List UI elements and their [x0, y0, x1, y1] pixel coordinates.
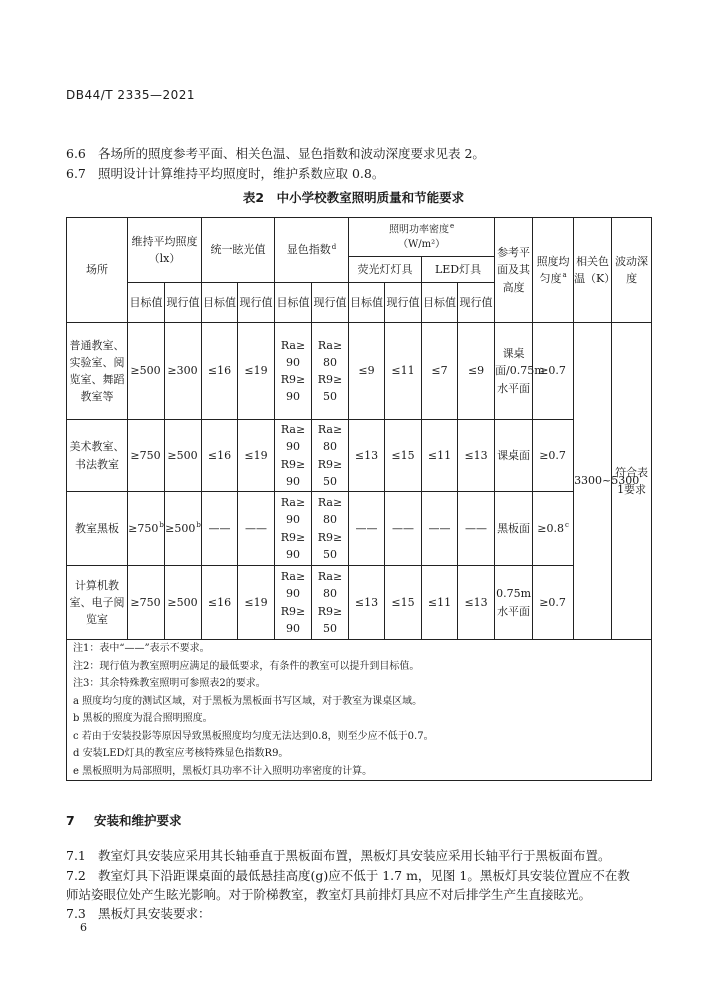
value: ≥750: [128, 521, 159, 535]
lpd-fluor-current-cell: ——: [385, 492, 422, 566]
clause-text: 教室灯具下沿距课桌面的最低悬挂高度(g)应不低于 1.7 m，见图 1。黑板灯具安装位置应不在教: [98, 868, 630, 883]
value: ≥500: [167, 595, 198, 609]
clause-text: 教室灯具安装应采用其长轴垂直于黑板面布置，黑板灯具安装应采用长轴平行于黑板面布置。: [98, 848, 611, 863]
section-heading: [66, 811, 182, 829]
cri-target-cell: [275, 566, 312, 640]
cri-line: 90: [286, 547, 301, 561]
value: ≥0.7: [539, 595, 566, 609]
header-current: 现行值: [165, 283, 202, 323]
lpd-led-current-cell: ≤13: [458, 566, 495, 640]
cri-line: 50: [323, 621, 338, 635]
ugr-target-cell: ≤16: [202, 323, 238, 420]
cri-line: R9≥: [317, 604, 343, 618]
footnote-mark: c: [564, 521, 569, 530]
cri-current-cell: [312, 323, 349, 420]
lpd-fluor-target-cell: ≤13: [349, 420, 385, 492]
header-target: 目标值: [128, 283, 165, 323]
cri-line: R9≥: [280, 604, 306, 618]
header-cct: 相关色温（K）: [574, 218, 612, 323]
header-reference-plane: 参考平面及其高度: [495, 218, 533, 323]
reference-plane-cell: 课桌面: [495, 420, 533, 492]
ugr-current-cell: ≤19: [238, 323, 275, 420]
table-row: [67, 323, 652, 420]
cri-current-cell: [312, 492, 349, 566]
value: ≥0.7: [539, 364, 566, 378]
uniformity-cell: [533, 492, 574, 566]
footnote-mark: b: [159, 521, 164, 530]
cri-label: 显色指数: [286, 243, 331, 257]
uniformity-cell: [533, 420, 574, 492]
place-cell: 教室黑板: [67, 492, 128, 566]
lighting-requirements-table: [66, 217, 652, 781]
clause-text: 师站姿眼位处产生眩光影响。对于阶梯教室，教室灯具前排灯具应不对后排学生产生直接眩光。: [66, 887, 592, 902]
note-line: 注1：表中“——”表示不要求。: [73, 643, 210, 654]
header-current: 现行值: [238, 283, 275, 323]
lpd-label: 照明功率密度: [388, 224, 449, 236]
cri-line: 80: [323, 513, 338, 527]
clause-6-7: [66, 164, 384, 182]
cri-line: 90: [286, 440, 301, 454]
place-cell: 计算机教室、电子阅览室: [67, 566, 128, 640]
uniformity-cell: [533, 323, 574, 420]
clause-number: 7.3: [66, 906, 86, 921]
lpd-fluor-current-cell: ≤15: [385, 420, 422, 492]
header-target: 目标值: [275, 283, 312, 323]
lpd-fluor-target-cell: ≤13: [349, 566, 385, 640]
illum-current-cell: [165, 420, 202, 492]
lpd-fluor-target-cell: ≤9: [349, 323, 385, 420]
clause-number: 6.6: [66, 146, 86, 161]
illum-target-cell: [128, 420, 165, 492]
lpd-fluor-current-cell: ≤15: [385, 566, 422, 640]
lpd-led-target-cell: ≤11: [422, 420, 458, 492]
clause-text: 照明设计计算维持平均照度时，维护系数应取 0.8。: [98, 166, 385, 181]
table-title: 表2 中小学校教室照明质量和节能要求: [242, 190, 465, 205]
cct-cell: 3300~5300: [574, 323, 612, 640]
cri-line: 90: [286, 621, 301, 635]
uniformity-label: 照度均匀度: [536, 254, 570, 285]
ugr-current-cell: ——: [238, 492, 275, 566]
footnote-line: e 黑板照明为局部照明，黑板灯具功率不计入照明功率密度的计算。: [73, 765, 373, 777]
place-cell: 美术教室、书法教室: [67, 420, 128, 492]
cri-target-cell: [275, 323, 312, 420]
header-current: 现行值: [312, 283, 349, 323]
cri-line: 50: [323, 474, 338, 488]
lpd-led-target-cell: ——: [422, 492, 458, 566]
header-current: 现行值: [458, 283, 495, 323]
clause-6-6: [66, 144, 485, 162]
value: ≥750: [130, 595, 161, 609]
header-cri: [275, 218, 349, 283]
cri-line: 80: [323, 587, 338, 601]
cri-line: Ra≥: [317, 338, 343, 352]
value: ≥500: [167, 448, 198, 462]
cri-line: Ra≥: [280, 423, 306, 437]
header-uniformity: [533, 218, 574, 323]
illum-target-cell: [128, 492, 165, 566]
ugr-current-cell: ≤19: [238, 566, 275, 640]
place-cell: 普通教室、实验室、阅览室、舞蹈教室等: [67, 323, 128, 420]
section-title: 安装和维护要求: [94, 813, 182, 828]
clause-7-3: [66, 904, 211, 922]
page-number: 6: [80, 921, 87, 934]
footnote-line: b 黑板的照度为混合照明照度。: [73, 713, 213, 724]
uniformity-cell: [533, 566, 574, 640]
section-number: 7: [66, 813, 75, 828]
table-row: [67, 566, 652, 640]
footnote-mark: a: [562, 271, 567, 280]
lpd-unit: （W/m²）: [397, 238, 446, 250]
lpd-fluor-target-cell: ——: [349, 492, 385, 566]
lpd-led-current-cell: ≤9: [458, 323, 495, 420]
cri-line: Ra≥: [280, 570, 306, 584]
value: ≥750: [130, 448, 161, 462]
note-line: 注2：现行值为教室照明应满足的最低要求，有条件的教室可以提升到目标值。: [73, 660, 420, 672]
cri-line: 90: [286, 390, 301, 404]
lpd-led-target-cell: ≤7: [422, 323, 458, 420]
clause-7-1: [66, 846, 611, 864]
illum-current-cell: [165, 492, 202, 566]
cri-line: 90: [286, 355, 301, 369]
value: ≥0.8: [537, 521, 564, 535]
clause-number: 7.1: [66, 848, 86, 863]
header-current: 现行值: [385, 283, 422, 323]
cri-line: Ra≥: [317, 496, 343, 510]
header-target: 目标值: [202, 283, 238, 323]
clause-text: 黑板灯具安装要求：: [98, 906, 211, 921]
cri-line: 80: [323, 440, 338, 454]
clause-7-2: [66, 866, 630, 884]
cri-line: Ra≥: [280, 338, 306, 352]
ugr-target-cell: ——: [202, 492, 238, 566]
illum-current-cell: [165, 323, 202, 420]
lpd-led-target-cell: ≤11: [422, 566, 458, 640]
table-notes: [67, 640, 652, 781]
cri-line: R9≥: [280, 530, 306, 544]
header-fluorescent: 荧光灯灯具: [349, 257, 422, 283]
value: ≥500: [130, 364, 161, 378]
reference-plane-cell: 0.75m水平面: [495, 566, 533, 640]
cri-line: Ra≥: [317, 570, 343, 584]
cri-current-cell: [312, 566, 349, 640]
header-illuminance: 维持平均照度（lx）: [128, 218, 202, 283]
clause-number: 7.2: [66, 868, 86, 883]
clause-number: 6.7: [66, 166, 86, 181]
header-target: 目标值: [422, 283, 458, 323]
flicker-cell: 符合表1要求: [612, 323, 652, 640]
lpd-led-current-cell: ≤13: [458, 420, 495, 492]
footnote-mark: d: [331, 242, 337, 251]
value: ≥0.7: [539, 448, 566, 462]
footnote-mark: b: [196, 521, 201, 530]
footnote-line: c 若由于安装投影等原因导致黑板照度均匀度无法达到0.8，则至少应不低于0.7。: [73, 730, 434, 742]
cri-target-cell: [275, 492, 312, 566]
table-row: [67, 492, 652, 566]
cri-line: 90: [286, 474, 301, 488]
table-row: [67, 420, 652, 492]
document-code: DB44/T 2335—2021: [66, 88, 196, 102]
cri-line: 50: [323, 547, 338, 561]
header-ugr: 统一眩光值: [202, 218, 275, 283]
cri-line: Ra≥: [280, 496, 306, 510]
footnote-mark: e: [449, 222, 455, 231]
cri-line: R9≥: [317, 530, 343, 544]
cri-line: 90: [286, 587, 301, 601]
ugr-target-cell: ≤16: [202, 566, 238, 640]
clause-text: 各场所的照度参考平面、相关色温、显色指数和波动深度要求见表 2。: [98, 146, 485, 161]
clause-7-2-continued: [66, 885, 591, 903]
value: ≥300: [167, 364, 198, 378]
header-led: LED灯具: [422, 257, 495, 283]
cri-line: 90: [286, 513, 301, 527]
lpd-fluor-current-cell: ≤11: [385, 323, 422, 420]
value: ≥500: [165, 521, 196, 535]
cri-target-cell: [275, 420, 312, 492]
cri-line: R9≥: [317, 373, 343, 386]
cri-line: R9≥: [280, 373, 306, 386]
header-flicker: 波动深度: [612, 218, 652, 323]
cri-line: R9≥: [317, 457, 343, 471]
illum-target-cell: [128, 566, 165, 640]
header-lpd: [349, 218, 495, 257]
cri-line: R9≥: [280, 457, 306, 471]
illum-current-cell: [165, 566, 202, 640]
note-line: 注3：其余特殊教室照明可参照表2的要求。: [73, 678, 266, 689]
cri-line: 50: [323, 390, 338, 404]
ugr-current-cell: ≤19: [238, 420, 275, 492]
footnote-line: d 安装LED灯具的教室应考核特殊显色指数R9。: [73, 748, 289, 759]
footnote-line: a 照度均匀度的测试区域，对于黑板为黑板面书写区域，对于教室为课桌区域。: [73, 695, 423, 707]
cri-line: Ra≥: [317, 423, 343, 437]
cri-line: 80: [323, 355, 338, 369]
illum-target-cell: [128, 323, 165, 420]
header-target: 目标值: [349, 283, 385, 323]
header-place: 场所: [67, 218, 128, 323]
cri-current-cell: [312, 420, 349, 492]
reference-plane-cell: 课桌面/0.75m水平面: [495, 323, 533, 420]
lpd-led-current-cell: ——: [458, 492, 495, 566]
reference-plane-cell: 黑板面: [495, 492, 533, 566]
ugr-target-cell: ≤16: [202, 420, 238, 492]
